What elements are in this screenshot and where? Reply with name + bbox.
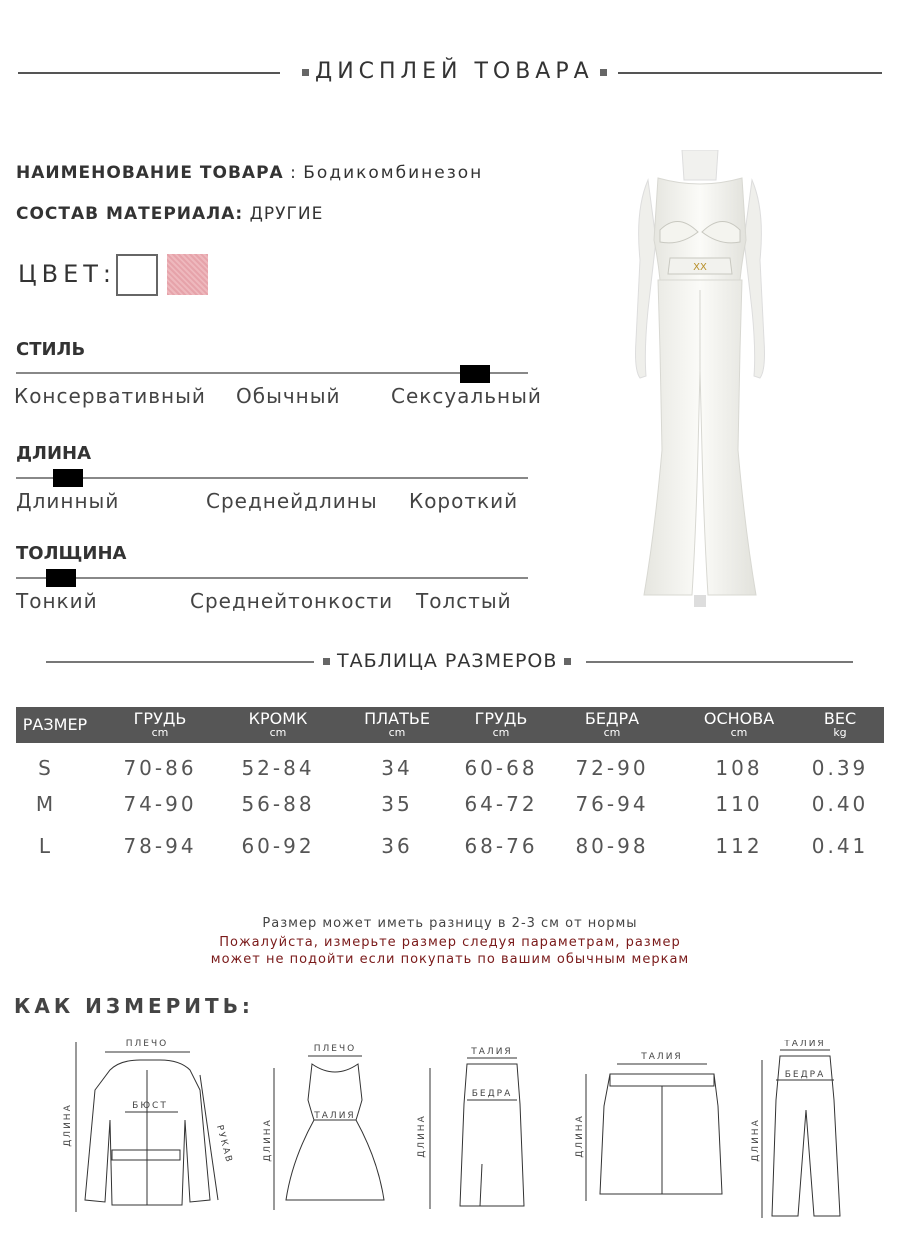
skirt-diagram bbox=[412, 1044, 532, 1219]
product-name-value: Бодикомбинезон bbox=[303, 163, 484, 183]
square-bullet-icon bbox=[600, 69, 607, 76]
note-warning-1: Пожалуйста, измерьте размер следуя параметрам, размер bbox=[219, 935, 681, 950]
material-value: ДРУГИЕ bbox=[243, 204, 324, 224]
style-label-1: Консервативный bbox=[14, 384, 206, 408]
length-label: ДЛИНА bbox=[63, 1103, 73, 1147]
bust-label: БЮСТ bbox=[132, 1101, 168, 1111]
shoulder-label: ПЛЕЧО bbox=[313, 1044, 357, 1054]
thickness-scale-line bbox=[16, 577, 528, 579]
row-size: M bbox=[35, 792, 57, 816]
pants-diagram bbox=[750, 1040, 860, 1225]
svg-text:XX: XX bbox=[693, 262, 707, 273]
header-col-5: БЕДРА cm bbox=[584, 709, 640, 739]
sleeve-label: РУКАВ bbox=[213, 1124, 234, 1165]
product-name: НАИМЕНОВАНИЕ ТОВАРА : Бодикомбинезон bbox=[16, 163, 484, 183]
how-to-measure-title: КАК ИЗМЕРИТЬ: bbox=[14, 994, 254, 1018]
header-col-1: ГРУДЬ cm bbox=[133, 709, 187, 739]
thickness-label-2: Среднейтонкости bbox=[190, 589, 394, 613]
header-col-3: ПЛАТЬЕ cm bbox=[364, 709, 430, 739]
thickness-marker bbox=[46, 569, 76, 587]
jacket-diagram bbox=[50, 1030, 240, 1220]
style-title: СТИЛЬ bbox=[16, 339, 86, 360]
waist-label: ТАЛИЯ bbox=[784, 1040, 826, 1049]
shoulder-label: ПЛЕЧО bbox=[125, 1039, 169, 1049]
note-warning-2: может не подойти если покупать по вашим обычным меркам bbox=[210, 952, 690, 967]
material-label: СОСТАВ МАТЕРИАЛА: bbox=[16, 204, 244, 224]
length-label: ДЛИНА bbox=[417, 1114, 427, 1158]
waist-label: ТАЛИЯ bbox=[314, 1111, 356, 1121]
thickness-title: ТОЛЩИНА bbox=[16, 543, 127, 564]
length-label: ДЛИНА bbox=[263, 1118, 273, 1162]
hips-label: БЕДРА bbox=[471, 1089, 513, 1099]
header-col-2: КРОМК cm bbox=[248, 709, 308, 739]
length-label-1: Длинный bbox=[16, 489, 120, 513]
color-swatch-pink[interactable] bbox=[167, 254, 208, 295]
table-title-line-left bbox=[46, 661, 314, 663]
thickness-label-1: Тонкий bbox=[16, 589, 98, 613]
product-name-label: НАИМЕНОВАНИЕ ТОВАРА bbox=[16, 163, 284, 183]
header-line-right bbox=[618, 72, 882, 74]
thickness-label-3: Толстый bbox=[416, 589, 512, 613]
header-title: ДИСПЛЕЙ ТОВАРА bbox=[296, 59, 613, 84]
row-size: L bbox=[38, 834, 54, 858]
header-size: РАЗМЕР bbox=[22, 715, 88, 734]
length-title: ДЛИНА bbox=[16, 443, 92, 464]
note-tolerance: Размер может иметь разницу в 2-3 см от нормы bbox=[262, 916, 638, 931]
header-col-4: ГРУДЬ cm bbox=[474, 709, 528, 739]
length-label: ДЛИНА bbox=[575, 1114, 585, 1158]
product-image bbox=[600, 150, 800, 610]
hips-label: БЕДРА bbox=[784, 1070, 826, 1080]
product-material bbox=[16, 204, 323, 224]
row-size: S bbox=[38, 756, 54, 780]
header-col-6: ОСНОВА cm bbox=[703, 709, 775, 739]
header-line-left bbox=[18, 72, 280, 74]
color-label: ЦВЕТ: bbox=[18, 260, 117, 288]
dress-diagram bbox=[260, 1040, 390, 1220]
header-col-7: ВЕС kg bbox=[823, 709, 857, 739]
shorts-diagram bbox=[572, 1046, 732, 1206]
length-label: ДЛИНА bbox=[751, 1118, 761, 1162]
table-title: ТАБЛИЦА РАЗМЕРОВ bbox=[316, 650, 578, 672]
style-scale-line bbox=[16, 372, 528, 374]
square-bullet-icon bbox=[302, 69, 309, 76]
waist-label: ТАЛИЯ bbox=[641, 1052, 683, 1062]
length-label-3: Короткий bbox=[409, 489, 519, 513]
length-marker bbox=[53, 469, 83, 487]
style-label-3: Сексуальный bbox=[391, 384, 542, 408]
style-label-2: Обычный bbox=[236, 384, 341, 408]
square-bullet-icon bbox=[564, 658, 571, 665]
style-marker bbox=[460, 365, 490, 383]
square-bullet-icon bbox=[323, 658, 330, 665]
waist-label: ТАЛИЯ bbox=[471, 1047, 513, 1057]
color-swatch-white[interactable] bbox=[116, 254, 158, 296]
length-label-2: Среднейдлины bbox=[206, 489, 378, 513]
length-scale-line bbox=[16, 477, 528, 479]
table-title-line-right bbox=[586, 661, 853, 663]
